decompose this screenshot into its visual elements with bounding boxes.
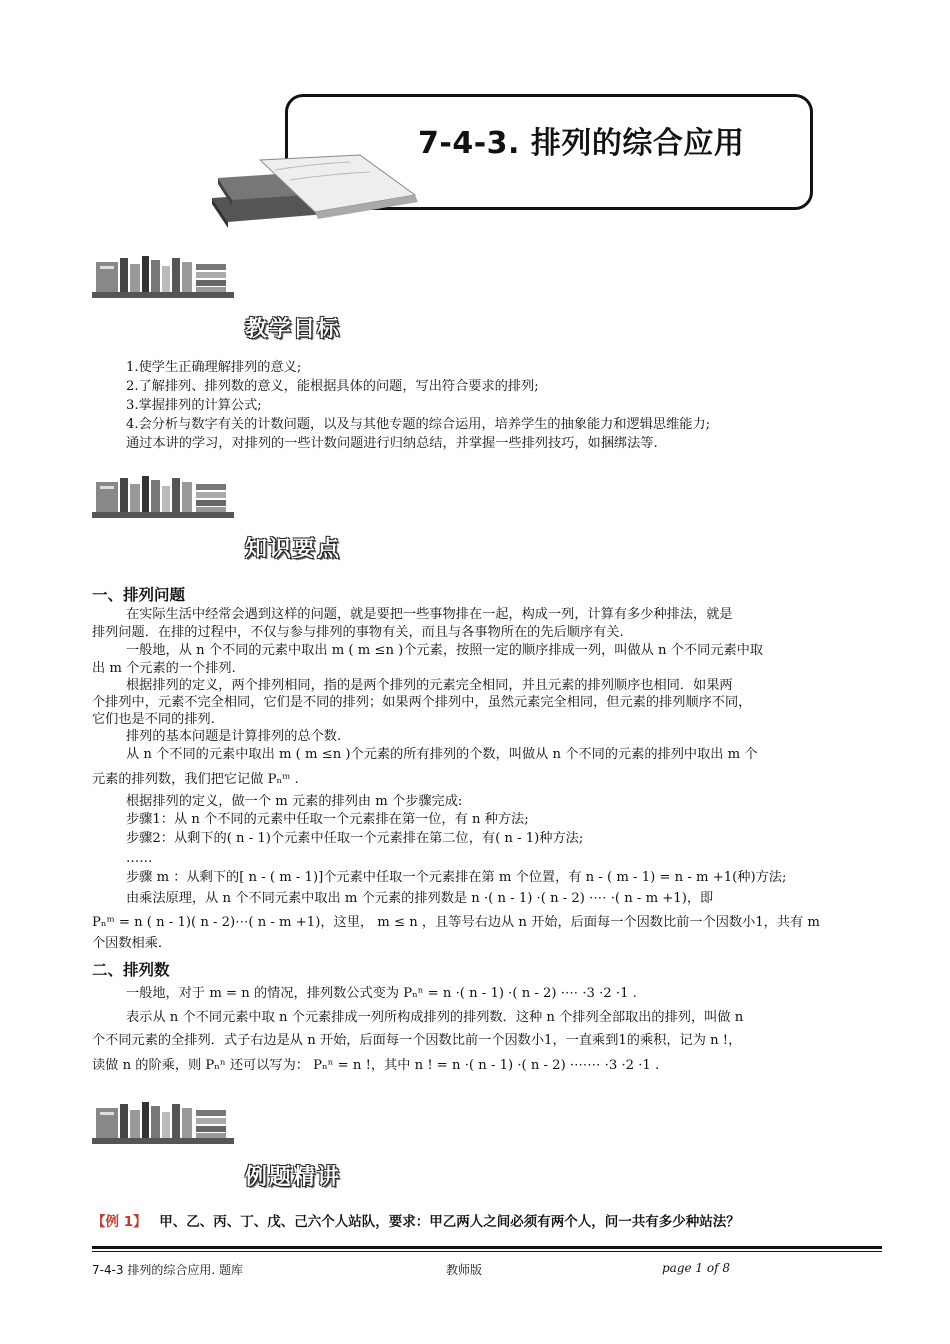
footer-rule bbox=[92, 1251, 882, 1252]
text-line: 表示从 n 个不同元素中取 n 个元素排成一列所构成排列的排列数．这种 n 个排列全部取出的排列，叫做 n bbox=[126, 1010, 744, 1025]
text-line: 出 m 个元素的一个排列. bbox=[92, 661, 236, 676]
text-line: 个排列中，元素不完全相同，它们是不同的排列；如果两个排列中，虽然元素完全相同，但元素的排列顺序不同， bbox=[92, 695, 752, 710]
text-line: 排列问题．在排的过程中，不仅与参与排列的事物有关，而且与各事物所在的先后顺序有关. bbox=[92, 625, 624, 640]
text-line: 排列的基本问题是计算排列的总个数. bbox=[126, 729, 342, 744]
section-title-knowledge: 知识要点 bbox=[245, 537, 342, 562]
text-line: 步骤 m ：从剩下的[ n - ( m - 1)]个元素中任取一个元素排在第 m 个位置，有 n - ( m - 1) = n - m +1(种)方法; bbox=[126, 870, 787, 885]
text-line: 一般地，对于 m = n 的情况，排列数公式变为 Pₙⁿ = n ·( n - 1) ·( n - 2) ·⋯ ·3 ·2 ·1 . bbox=[126, 986, 637, 1001]
goal-item: 2.了解排列、排列数的意义，能根据具体的问题，写出符合要求的排列; bbox=[126, 379, 539, 394]
books-illustration bbox=[200, 150, 425, 230]
section-title-examples: 例题精讲 bbox=[245, 1165, 342, 1190]
bookshelf-icon bbox=[92, 1100, 234, 1146]
goal-item: 通过本讲的学习，对排列的一些计数问题进行归纳总结，并掌握一些排列技巧，如捆绑法等. bbox=[126, 436, 658, 451]
text-line: Pₙᵐ = n ( n - 1)( n - 2)⋯( n - m +1)，这里， m ≤ n ，且等号右边从 n 开始，后面每一个因数比前一个因数小1，共有 m bbox=[92, 915, 820, 930]
text-line: …… bbox=[126, 851, 153, 866]
bookshelf-icon bbox=[92, 474, 234, 520]
footer-center: 教师版 bbox=[446, 1263, 483, 1277]
text-line: 它们也是不同的排列. bbox=[92, 712, 215, 727]
text-line: 由乘法原理，从 n 个不同元素中取出 m 个元素的排列数是 n ·( n - 1) ·( n - 2) ·⋯ ·( n - m +1)，即 bbox=[126, 891, 714, 906]
page-title: 7-4-3. 排列的综合应用 bbox=[418, 126, 745, 161]
text-line: 从 n 个不同的元素中取出 m ( m ≤n )个元素的所有排列的个数，叫做从 n 个不同的元素的排列中取出 m 个 bbox=[126, 747, 758, 762]
text-line: 读做 n 的阶乘，则 Pₙⁿ 还可以写为： Pₙⁿ = n !，其中 n ! = n ·( n - 1) ·( n - 2) ·⋯⋯ ·3 ·2 ·1 . bbox=[92, 1058, 660, 1073]
text-line: 在实际生活中经常会遇到这样的问题，就是要把一些事物排在一起，构成一列，计算有多少种排法，就是 bbox=[126, 607, 733, 622]
example-1 bbox=[92, 1210, 740, 1230]
text-line: 步骤2：从剩下的( n - 1)个元素中任取一个元素排在第二位，有( n - 1)种方法; bbox=[126, 831, 584, 846]
goal-item: 1.使学生正确理解排列的意义; bbox=[126, 360, 302, 375]
bookshelf-icon bbox=[92, 254, 234, 300]
example-text: 甲、乙、丙、丁、戊、己六个人站队，要求：甲乙两人之间必须有两个人，问一共有多少种站法？ bbox=[159, 1214, 740, 1230]
footer-rule bbox=[92, 1246, 882, 1249]
text-line: 根据排列的定义，两个排列相同，指的是两个排列的元素完全相同，并且元素的排列顺序也相同．如果两 bbox=[126, 678, 733, 693]
text-line: 步骤1：从 n 个不同的元素中任取一个元素排在第一位，有 n 种方法; bbox=[126, 812, 529, 827]
goal-item: 4.会分析与数字有关的计数问题，以及与其他专题的综合运用，培养学生的抽象能力和逻辑思维能力; bbox=[126, 417, 711, 432]
heading-permutation-number: 二、排列数 bbox=[92, 961, 170, 979]
text-line: 一般地，从 n 个不同的元素中取出 m ( m ≤n )个元素，按照一定的顺序排成一列，叫做从 n 个不同元素中取 bbox=[126, 643, 764, 658]
text-line: 个不同元素的全排列．式子右边是从 n 开始，后面每一个因数比前一个因数小1，一直乘到1的乘积，记为 n !， bbox=[92, 1033, 742, 1048]
text-line: 根据排列的定义，做一个 m 元素的排列由 m 个步骤完成: bbox=[126, 794, 463, 809]
heading-permutation-problem: 一、排列问题 bbox=[92, 586, 186, 604]
footer-page: page 1 of 8 bbox=[662, 1261, 730, 1275]
footer-left: 7-4-3 排列的综合应用. 题库 bbox=[92, 1263, 244, 1277]
text-line: 元素的排列数，我们把它记做 Pₙᵐ . bbox=[92, 772, 299, 787]
text-line: 个因数相乘. bbox=[92, 936, 163, 951]
example-tag: 【例 1】 bbox=[92, 1214, 147, 1230]
goal-item: 3.掌握排列的计算公式; bbox=[126, 398, 262, 413]
section-title-goals: 教学目标 bbox=[245, 317, 342, 342]
